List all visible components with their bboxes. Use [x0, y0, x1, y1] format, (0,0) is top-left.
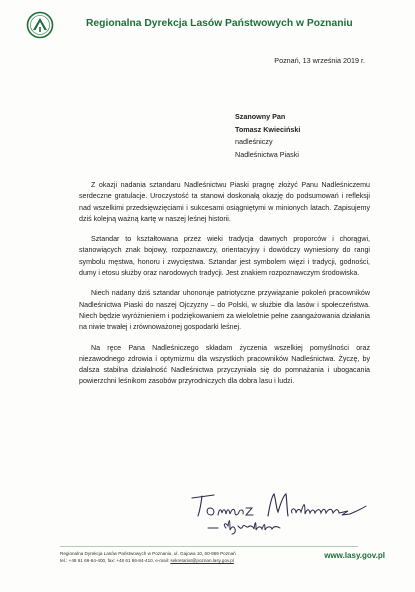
letter-body: [79, 180, 370, 397]
organization-name: Regionalna Dyrekcja Lasów Państwowych w Poznaniu: [86, 18, 353, 29]
footer-address-line: Regionalna Dyrekcja Lasów Państwowych w Poznaniu, ul. Gajowa 10, 60-959 Poznań: [60, 551, 236, 556]
recipient-name: Tomasz Kwieciński: [235, 124, 301, 134]
paragraph-3: Niech nadany dziś sztandar uhonoruje patriotyczne przywiązanie pokoleń pracowników Nadleśnictwa Piaski do naszej Ojczyzny – do Polski, w służbie dla lasów i społeczeństwa. Niech będzie wyróżnieniem i podziękowaniem za wieloletnie pełne zaangażowania działania na niwie trwałej i zrównoważonej gospodarki leśnej.: [79, 289, 370, 332]
paragraph-4: Na ręce Pana Nadleśniczego składam życzenia wszelkiej pomyślności oraz niezawodnego zdrowia i optymizmu dla wszystkich pracowników Nadleśnictwa. Życzę, by dalsza stabilna działalność Nadleśnictwa przyczyniała się do pomnażania i ubogacania powierzchni leśnikom zasobów przyrodniczych dla dobra lasu i ludzi.: [79, 343, 370, 386]
paragraph-1: Z okazji nadania sztandaru Nadleśnictwu Piaski pragnę złożyć Panu Nadleśniczemu serdeczne gratulacje. Uroczystość ta stanowi doskonałą okazję do podsumowań i refleksji nad wszelkimi przedsięwzięciami i sukcesami osiągniętymi w minionych latach. Zapisujemy dziś kolejną ważną kartę w naszej leśnej historii.: [79, 181, 370, 223]
footer-divider: [60, 546, 358, 547]
lasy-panstwowe-logo-icon: [26, 11, 54, 39]
footer-contact-line: [60, 558, 236, 565]
footer-address: [60, 551, 236, 564]
footer-website-link[interactable]: www.lasy.gov.pl: [324, 551, 385, 560]
handwritten-signature: [188, 486, 378, 536]
footer-phone-fax: tel.: +48 61 66-84-400, fax: +48 61 66-84-410, e-mail:: [60, 557, 171, 563]
letterhead: [26, 11, 396, 39]
recipient-role: nadleśniczy: [235, 137, 273, 146]
paragraph-2: Sztandar to kształtowana przez wieki tradycja dawnych proporców i chorągwi, stanowiących znak bojowy, rozpoznawczy, orientacyjny i dowódczy wyniesiony do rangi symbolu męstwa, honoru i zwycięstwa. Sztandar jest symbolem więzi i tradycji, godności, dumy i etosu służby oraz narodowych tradycji. Jest znakiem rozpoznawczym środowiska.: [79, 235, 370, 278]
recipient-block: [235, 111, 300, 161]
letter-date: Poznań, 13 września 2019 r.: [274, 56, 365, 65]
recipient-salutation: Szanowny Pan: [235, 112, 286, 121]
footer-email-link[interactable]: sekretariat@poznan.lasy.gov.pl: [170, 557, 234, 563]
recipient-institution: Nadleśnictwa Piaski: [235, 149, 299, 159]
